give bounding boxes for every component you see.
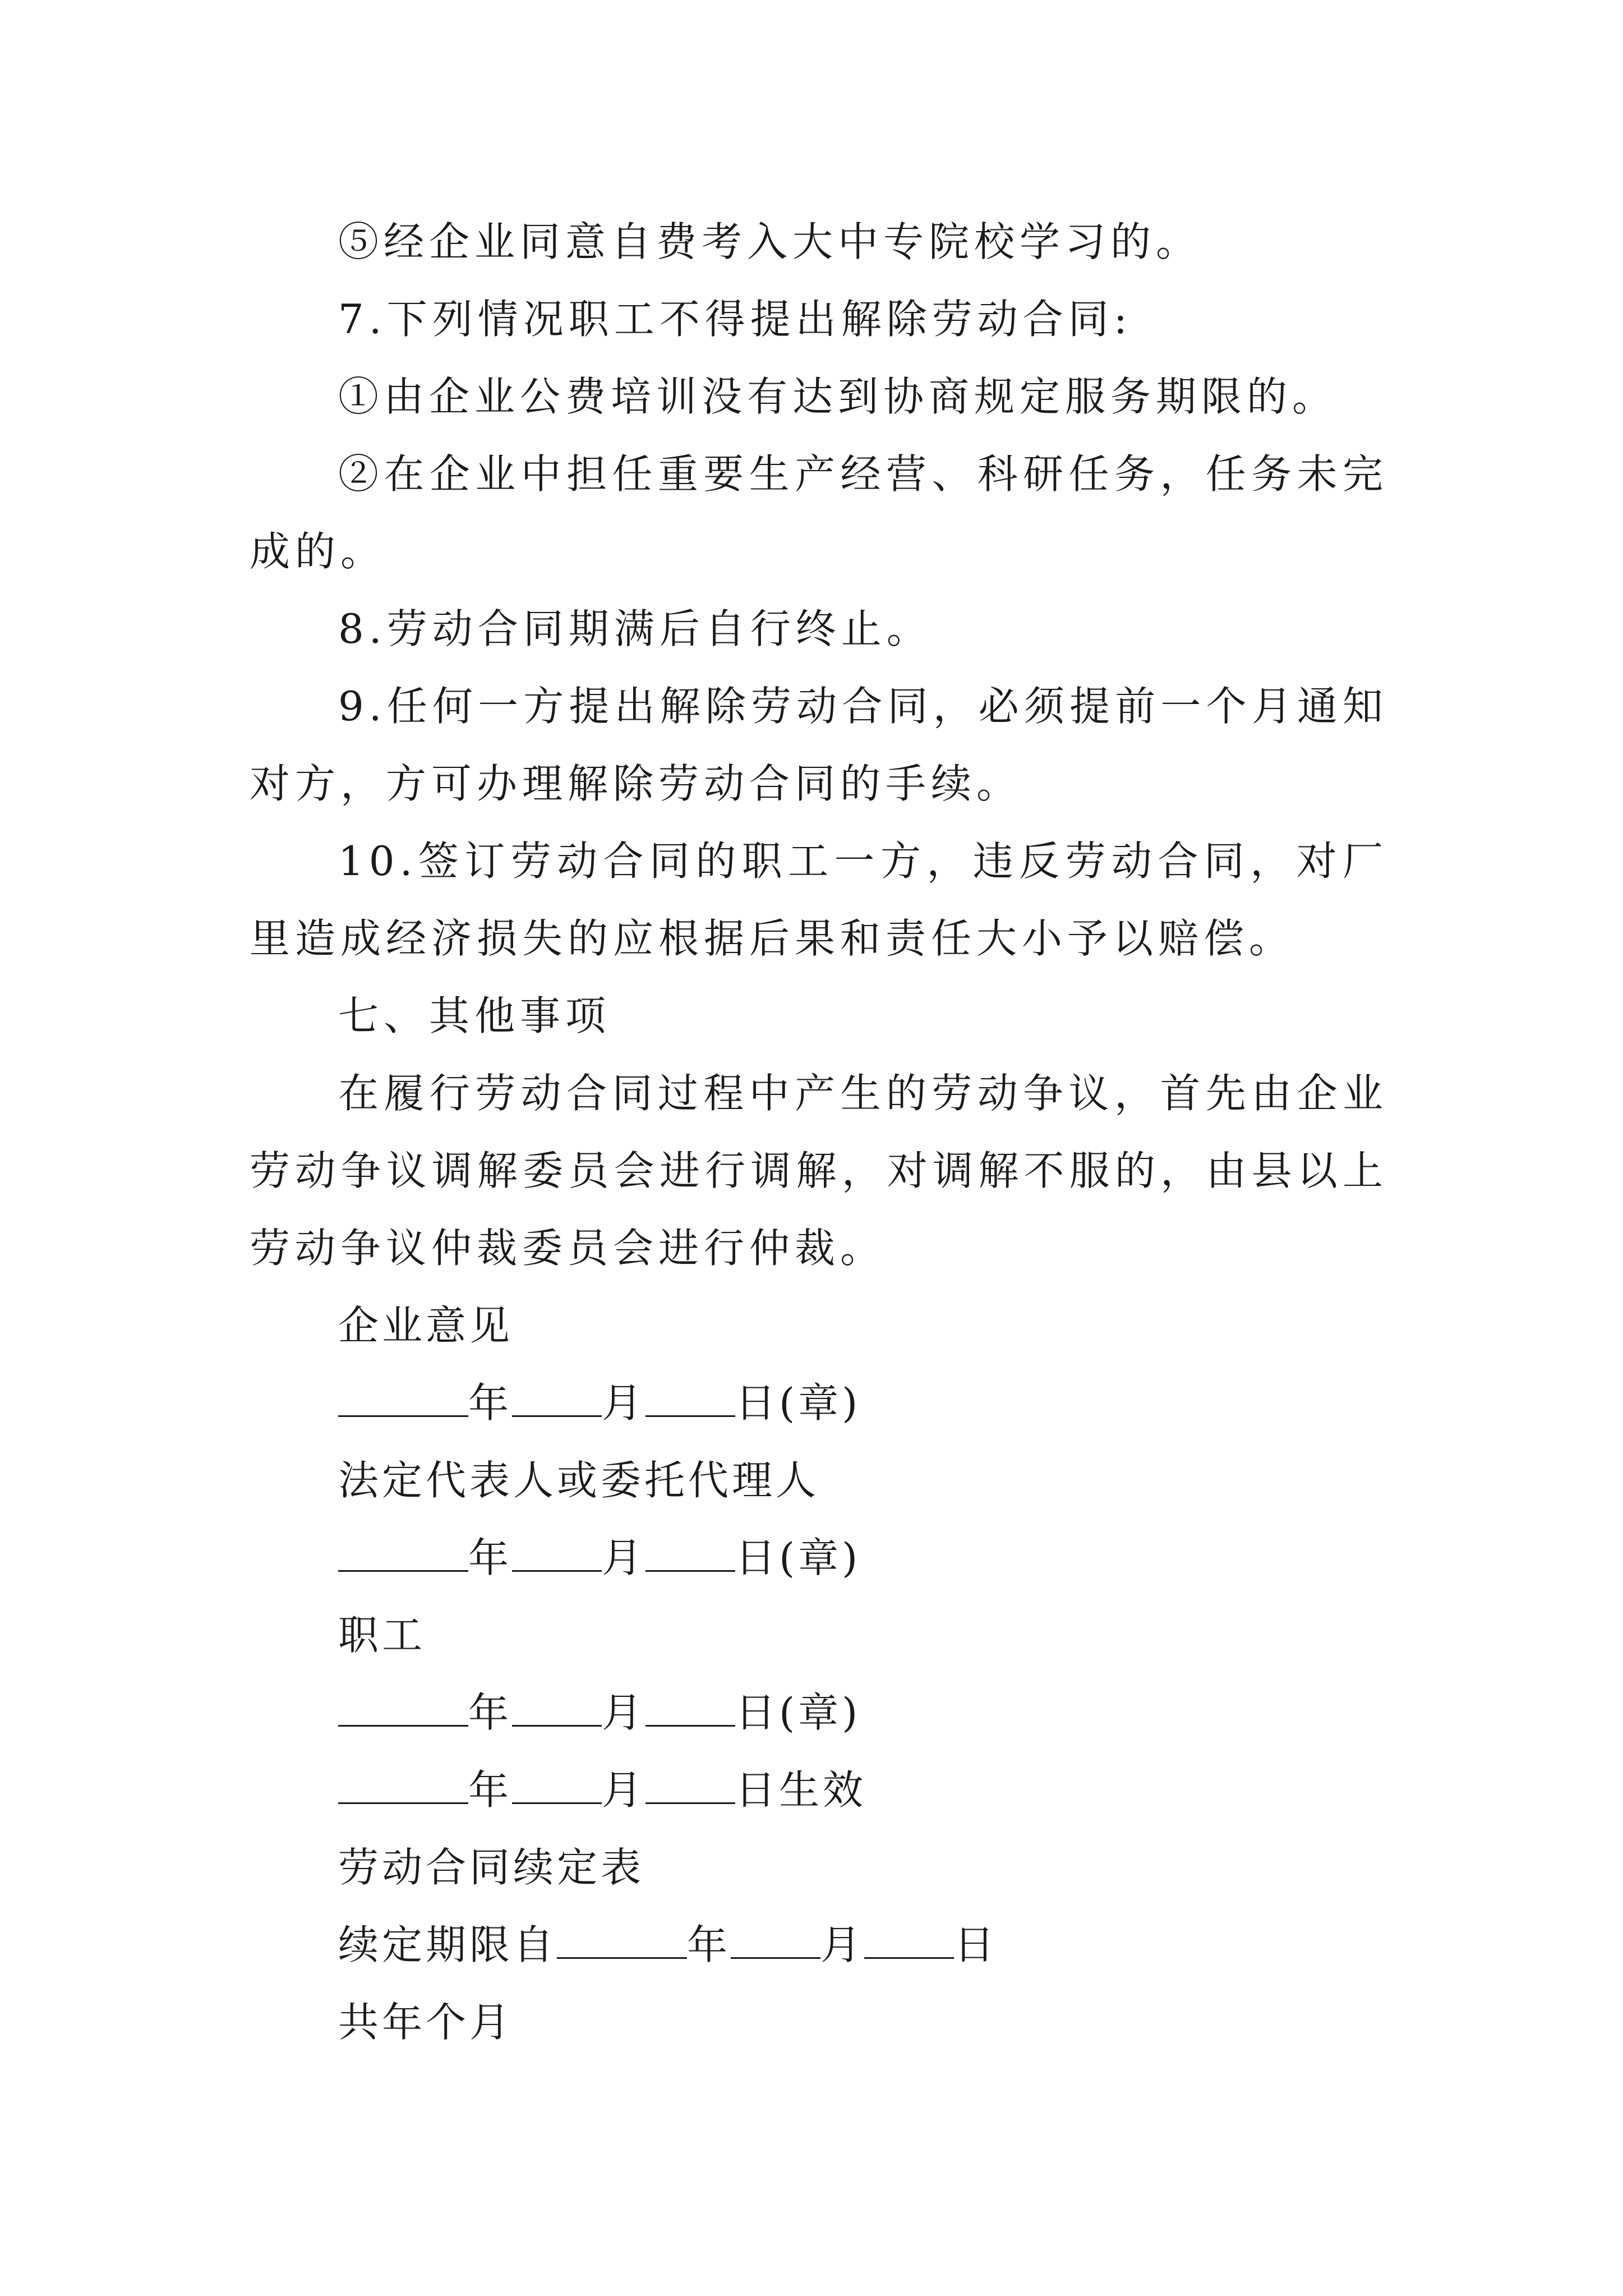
employee-label: 职工 [338, 1612, 426, 1659]
paragraph-item-2: ②在企业中担任重要生产经营、科研任务，任务未完成的。 [250, 450, 1388, 575]
employee-date-line [250, 1674, 1388, 1751]
day-blank [645, 1384, 735, 1417]
renewal-title: 劳动合同续定表 [338, 1844, 645, 1891]
effective-date-line [250, 1751, 1388, 1829]
month-blank [512, 1384, 602, 1417]
year-blank [557, 1926, 687, 1959]
day-blank [645, 1694, 735, 1727]
day-blank [645, 1771, 735, 1804]
renewal-total-line: 共年个月 [338, 1999, 514, 2046]
year-label: 年 [687, 1921, 731, 1968]
month-blank [512, 1694, 602, 1727]
month-blank [731, 1926, 820, 1959]
paragraph-clause-10: 10.签订劳动合同的职工一方，违反劳动合同，对厂里造成经济损失的应根据后果和责任大小予以赔偿。 [250, 838, 1388, 962]
year-label: 年 [468, 1534, 513, 1581]
paragraph-item-1: ①由企业公费培训没有达到协商规定服务期限的。 [338, 373, 1338, 420]
day-seal-label: 日(章) [735, 1689, 861, 1736]
paragraph-clause-9: 9.任何一方提出解除劳动合同，必须提前一个月通知对方，方可办理解除劳动合同的手续。 [250, 683, 1388, 807]
day-seal-label: 日(章) [735, 1534, 861, 1581]
year-blank [338, 1539, 468, 1572]
year-label: 年 [468, 1689, 513, 1736]
year-label: 年 [468, 1379, 513, 1427]
month-label: 月 [602, 1766, 646, 1814]
year-blank [338, 1771, 468, 1804]
day-seal-label: 日(章) [735, 1379, 861, 1427]
section-heading-other: 七、其他事项 [338, 992, 611, 1039]
enterprise-date-line [250, 1364, 1388, 1442]
day-blank [645, 1539, 735, 1572]
day-blank [864, 1926, 954, 1959]
year-blank [338, 1694, 468, 1727]
month-label: 月 [820, 1921, 865, 1968]
month-label: 月 [602, 1689, 646, 1736]
paragraph-clause-8: 8.劳动合同期满后自行终止。 [338, 605, 932, 652]
day-label: 日 [954, 1921, 998, 1968]
year-label: 年 [468, 1766, 513, 1814]
month-label: 月 [602, 1379, 646, 1427]
document-body [250, 203, 1388, 2061]
renewal-period-prefix: 续定期限自 [338, 1921, 557, 1968]
paragraph-dispute: 在履行劳动合同过程中产生的劳动争议，首先由企业劳动争议调解委员会进行调解，对调解不服的，由县以上劳动争议仲裁委员会进行仲裁。 [250, 1070, 1388, 1272]
month-blank [512, 1771, 602, 1804]
legal-rep-date-line [250, 1519, 1388, 1596]
month-blank [512, 1539, 602, 1572]
legal-rep-label: 法定代表人或委托代理人 [338, 1457, 820, 1504]
year-blank [338, 1384, 468, 1417]
day-effective-label: 日生效 [735, 1766, 867, 1814]
enterprise-opinion-label: 企业意见 [338, 1302, 514, 1349]
month-label: 月 [602, 1534, 646, 1581]
paragraph-clause-7: 7.下列情况职工不得提出解除劳动合同: [338, 296, 1132, 343]
renewal-period-line [250, 1906, 1388, 1984]
paragraph-item-5: ⑤经企业同意自费考入大中专院校学习的。 [338, 218, 1202, 265]
